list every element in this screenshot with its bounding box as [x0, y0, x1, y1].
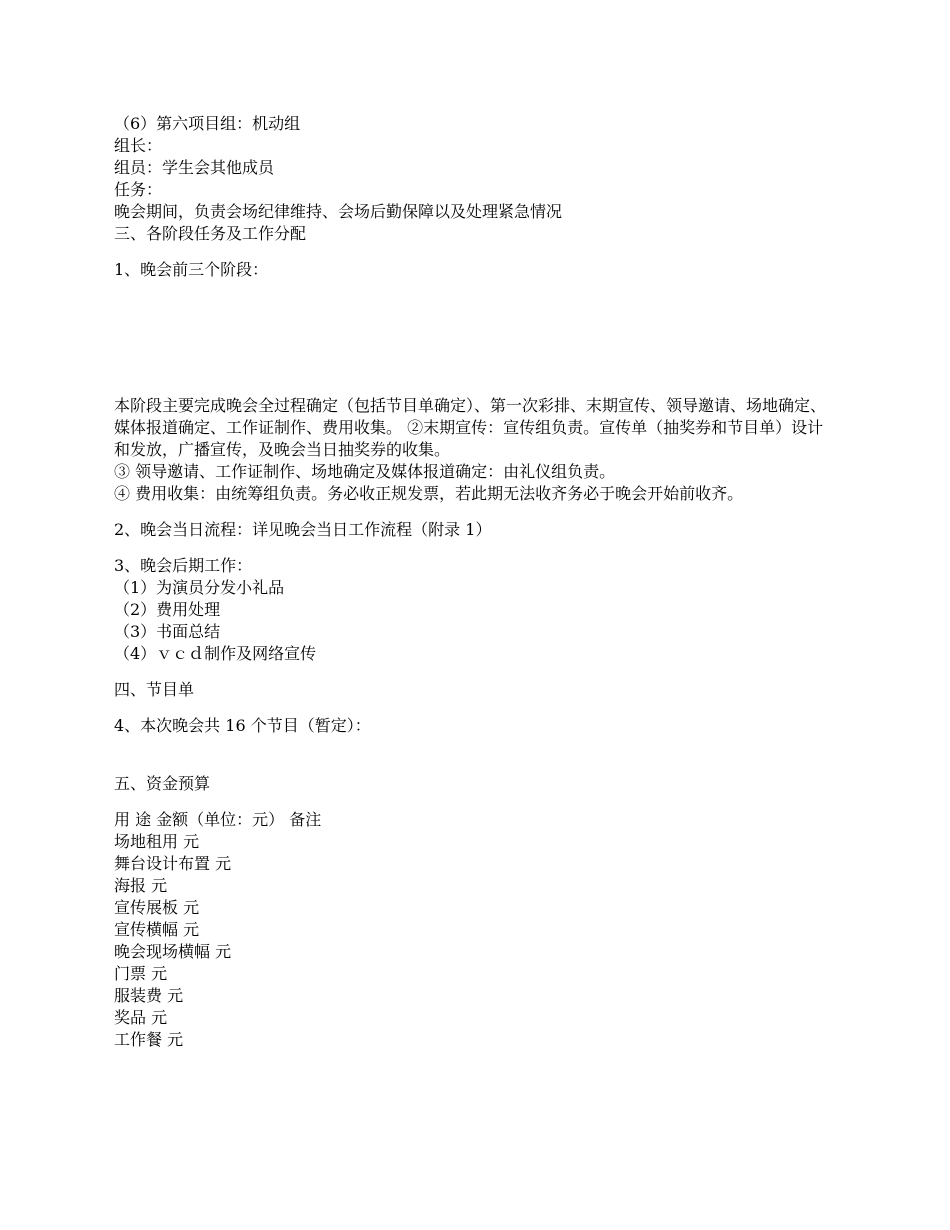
budget-row: 场地租用 元 [114, 832, 200, 851]
section3-heading: 三、各阶段任务及工作分配 [114, 224, 307, 243]
budget-row: 海报 元 [114, 876, 168, 895]
group6-task-text: 晚会期间，负责会场纪律维持、会场后勤保障以及处理紧急情况 [114, 202, 563, 221]
budget-row: 工作餐 元 [114, 1030, 184, 1049]
budget-row: 舞台设计布置 元 [114, 854, 232, 873]
stage1-paragraph-3: ④ 费用收集：由统筹组负责。务必收正规发票，若此期无法收齐务必于晚会开始前收齐。 [114, 484, 744, 503]
stage1-paragraph-2: ③ 领导邀请、工作证制作、场地确定及媒体报道确定：由礼仪组负责。 [114, 462, 616, 481]
stage3-item: （3）书面总结 [114, 622, 221, 641]
stage3-title: 3、晚会后期工作： [114, 556, 253, 575]
group6-leader: 组长： [114, 136, 163, 155]
budget-row: 门票 元 [114, 964, 168, 983]
budget-row: 宣传展板 元 [114, 898, 200, 917]
stage2-text: 2、晚会当日流程：详见晚会当日工作流程（附录 1） [114, 520, 492, 539]
section4-heading: 四、节目单 [114, 680, 195, 699]
stage1-paragraph-1: 本阶段主要完成晚会全过程确定（包括节目单确定）、第一次彩排、末期宣传、领导邀请、场地确定、媒体报道确定、工作证制作、费用收集。 ②末期宣传：宣传组负责。宣传单（抽奖券和节目单）设计和发放，广播宣传，及晚会当日抽奖券的收集。 [114, 396, 827, 459]
group6-members: 组员：学生会其他成员 [114, 158, 275, 177]
group6-title: （6）第六项目组：机动组 [114, 114, 301, 133]
stage3-item: （2）费用处理 [114, 600, 221, 619]
section5-heading: 五、资金预算 [114, 774, 211, 793]
budget-row: 宣传横幅 元 [114, 920, 200, 939]
budget-row: 服装费 元 [114, 986, 184, 1005]
program-count: 4、本次晚会共 16 个节目（暂定）： [114, 716, 371, 735]
budget-header: 用 途 金额（单位：元） 备注 [114, 810, 322, 829]
document-page [114, 113, 834, 1051]
stage3-item: （4）ｖｃｄ制作及网络宣传 [114, 644, 317, 663]
group6-task-label: 任务： [114, 180, 163, 199]
budget-row: 奖品 元 [114, 1008, 168, 1027]
budget-row: 晚会现场横幅 元 [114, 942, 232, 961]
stage1-title: 1、晚会前三个阶段： [114, 260, 269, 279]
stage3-item: （1）为演员分发小礼品 [114, 578, 285, 597]
